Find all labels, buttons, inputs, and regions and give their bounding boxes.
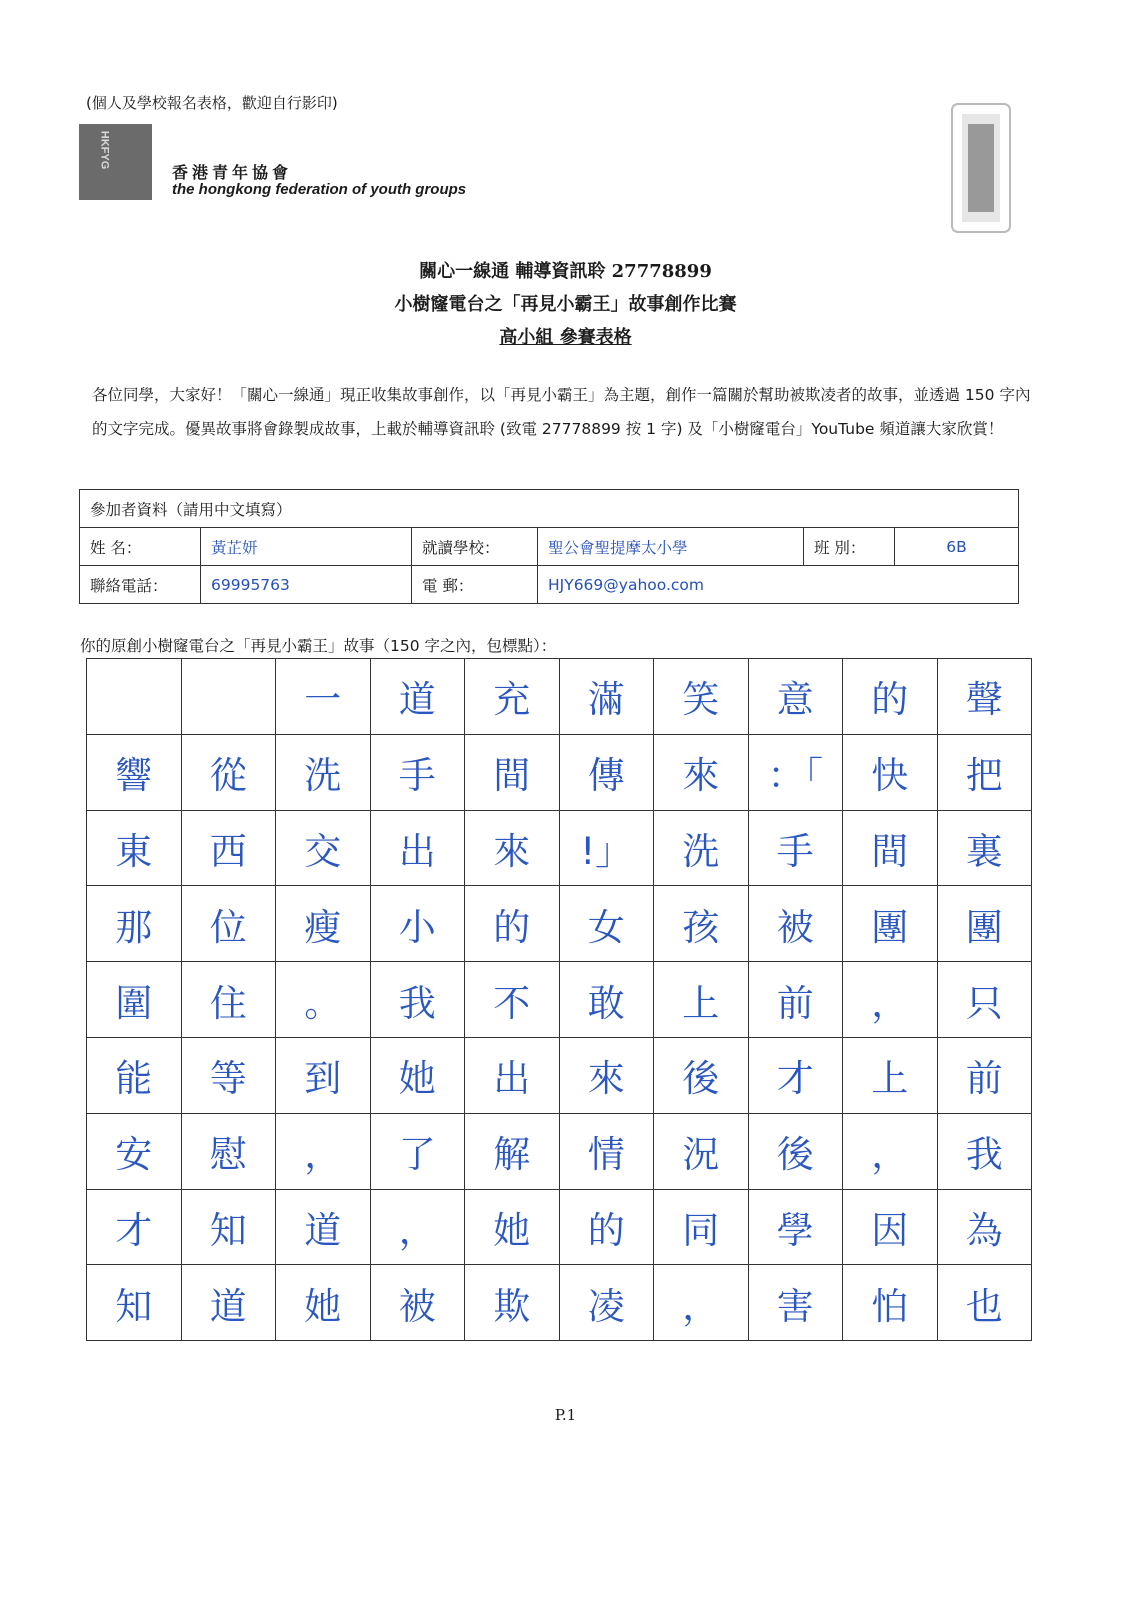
story-cell[interactable]: 她 <box>370 1037 465 1113</box>
story-cell[interactable]: 我 <box>937 1113 1032 1189</box>
story-cell[interactable]: 來 <box>654 734 749 810</box>
title-form: 高小組 參賽表格 <box>499 327 632 348</box>
class-label: 班 別： <box>804 528 895 566</box>
story-row <box>87 659 1032 735</box>
story-cell[interactable]: 小 <box>370 886 465 962</box>
story-cell[interactable]: 手 <box>748 810 843 886</box>
story-cell[interactable]: 怕 <box>843 1265 938 1341</box>
school-label: 就讀學校： <box>412 528 538 566</box>
org-name-zh: 香港青年協會 <box>172 163 293 182</box>
page-number: P.1 <box>554 1406 577 1424</box>
story-cell[interactable]: 前 <box>748 962 843 1038</box>
title-competition: 小樹窿電台之「再見小霸王」故事創作比賽 <box>394 294 737 315</box>
story-cell[interactable]: 敢 <box>559 962 654 1038</box>
story-cell[interactable]: ， <box>843 962 938 1038</box>
story-cell[interactable]: ， <box>276 1113 371 1189</box>
story-cell[interactable]: 響 <box>87 734 182 810</box>
story-cell[interactable]: 的 <box>465 886 560 962</box>
story-cell[interactable]: 道 <box>276 1189 371 1265</box>
story-cell[interactable]: 後 <box>654 1037 749 1113</box>
story-row <box>87 810 1032 886</box>
story-row <box>87 734 1032 810</box>
story-cell[interactable]: ， <box>843 1113 938 1189</box>
story-cell[interactable]: 被 <box>748 886 843 962</box>
story-cell[interactable]: 慰 <box>181 1113 276 1189</box>
story-cell[interactable]: 間 <box>843 810 938 886</box>
story-cell[interactable]: 因 <box>843 1189 938 1265</box>
story-cell[interactable]: 她 <box>465 1189 560 1265</box>
story-cell[interactable]: 知 <box>87 1265 182 1341</box>
story-cell[interactable]: 不 <box>465 962 560 1038</box>
story-cell[interactable]: 交 <box>276 810 371 886</box>
story-cell[interactable]: 洗 <box>654 810 749 886</box>
story-cell[interactable]: 等 <box>181 1037 276 1113</box>
story-cell[interactable]: 到 <box>276 1037 371 1113</box>
story-cell[interactable]: 間 <box>465 734 560 810</box>
story-cell[interactable]: 位 <box>181 886 276 962</box>
story-cell[interactable]: 那 <box>87 886 182 962</box>
story-cell[interactable]: 快 <box>843 734 938 810</box>
story-cell[interactable]: 團 <box>937 886 1032 962</box>
story-cell[interactable]: 把 <box>937 734 1032 810</box>
name-field[interactable]: 黃芷妍 <box>201 528 412 566</box>
story-cell[interactable]: 為 <box>937 1189 1032 1265</box>
story-cell[interactable]: 欺 <box>465 1265 560 1341</box>
story-cell[interactable]: 孩 <box>654 886 749 962</box>
story-cell[interactable]: 前 <box>937 1037 1032 1113</box>
story-cell[interactable]: ， <box>654 1265 749 1341</box>
story-cell[interactable]: 才 <box>748 1037 843 1113</box>
story-cell[interactable]: 團 <box>843 886 938 962</box>
story-cell[interactable]: 上 <box>654 962 749 1038</box>
story-cell[interactable]: 的 <box>559 1189 654 1265</box>
story-cell[interactable]: 從 <box>181 734 276 810</box>
story-cell[interactable]: 一 <box>276 659 371 735</box>
story-cell[interactable] <box>87 659 182 735</box>
info-header: 參加者資料（請用中文填寫） <box>80 490 1019 528</box>
story-row <box>87 1265 1032 1341</box>
story-cell[interactable]: 出 <box>370 810 465 886</box>
phone-label: 聯絡電話： <box>80 566 201 604</box>
story-cell[interactable]: 東 <box>87 810 182 886</box>
story-cell[interactable]: 意 <box>748 659 843 735</box>
org-name-en: the hongkong federation of youth groups <box>172 181 467 198</box>
story-cell[interactable]: 西 <box>181 810 276 886</box>
school-field[interactable]: 聖公會聖提摩太小學 <box>538 528 804 566</box>
story-cell[interactable]: 手 <box>370 734 465 810</box>
story-cell[interactable]: 出 <box>465 1037 560 1113</box>
story-cell[interactable]: 安 <box>87 1113 182 1189</box>
story-cell[interactable]: 道 <box>181 1265 276 1341</box>
story-row <box>87 962 1032 1038</box>
story-cell[interactable]: 。 <box>276 962 371 1038</box>
story-cell[interactable]: 來 <box>465 810 560 886</box>
story-cell[interactable]: 才 <box>87 1189 182 1265</box>
story-cell[interactable]: 女 <box>559 886 654 962</box>
story-cell[interactable]: ：「 <box>748 734 843 810</box>
story-cell[interactable]: 也 <box>937 1265 1032 1341</box>
story-cell[interactable]: 我 <box>370 962 465 1038</box>
story-cell[interactable] <box>181 659 276 735</box>
story-cell[interactable]: 笑 <box>654 659 749 735</box>
story-cell[interactable]: 住 <box>181 962 276 1038</box>
story-cell[interactable]: 洗 <box>276 734 371 810</box>
story-cell[interactable]: 同 <box>654 1189 749 1265</box>
story-cell[interactable]: 來 <box>559 1037 654 1113</box>
story-row <box>87 1037 1032 1113</box>
story-cell[interactable]: 她 <box>276 1265 371 1341</box>
story-cell[interactable]: 瘦 <box>276 886 371 962</box>
hotline-stamp <box>940 100 1020 240</box>
name-label: 姓 名： <box>80 528 201 566</box>
story-cell[interactable]: 聲 <box>937 659 1032 735</box>
participant-info-table <box>79 489 1019 604</box>
story-cell[interactable]: 滿 <box>559 659 654 735</box>
story-cell[interactable]: 解 <box>465 1113 560 1189</box>
email-field[interactable]: HJY669@yahoo.com <box>538 566 1019 604</box>
title-hotline: 關心一線通 輔導資訊聆 27778899 <box>419 261 712 282</box>
intro-paragraph: 各位同學，大家好！「關心一線通」現正收集故事創作，以「再見小霸王」為主題，創作一篇關於幫助被欺凌者的故事，並透過 150 字內的文字完成。優異故事將會錄製成故事，上載於輔導資訊聆 (致電 27778899 按 1 字) 及「小樹窿電台」YouTube 頻道讓大家欣賞！ <box>92 386 1031 438</box>
story-cell[interactable]: 情 <box>559 1113 654 1189</box>
story-grid <box>86 658 1032 1341</box>
story-row <box>87 1189 1032 1265</box>
class-field[interactable]: 6B <box>895 528 1019 566</box>
story-cell[interactable]: 後 <box>748 1113 843 1189</box>
story-cell[interactable]: 充 <box>465 659 560 735</box>
story-cell[interactable]: 傳 <box>559 734 654 810</box>
story-cell[interactable]: 學 <box>748 1189 843 1265</box>
story-cell[interactable]: 害 <box>748 1265 843 1341</box>
story-cell[interactable]: ， <box>370 1189 465 1265</box>
email-label: 電 郵： <box>412 566 538 604</box>
story-cell[interactable]: 圍 <box>87 962 182 1038</box>
story-cell[interactable]: 裏 <box>937 810 1032 886</box>
story-cell[interactable]: 被 <box>370 1265 465 1341</box>
story-cell[interactable]: 了 <box>370 1113 465 1189</box>
story-row <box>87 1113 1032 1189</box>
story-cell[interactable]: 上 <box>843 1037 938 1113</box>
phone-field[interactable]: 69995763 <box>201 566 412 604</box>
story-cell[interactable]: 知 <box>181 1189 276 1265</box>
story-cell[interactable]: 凌 <box>559 1265 654 1341</box>
form-note: (個人及學校報名表格，歡迎自行影印) <box>86 94 338 112</box>
story-cell[interactable]: 況 <box>654 1113 749 1189</box>
story-cell[interactable]: 的 <box>843 659 938 735</box>
story-cell[interactable]: 只 <box>937 962 1032 1038</box>
story-label: 你的原創小樹窿電台之「再見小霸王」故事（150 字之內，包標點）： <box>80 637 557 655</box>
story-row <box>87 886 1032 962</box>
hkfyg-logo: HKFYG <box>79 124 152 200</box>
story-cell[interactable]: 能 <box>87 1037 182 1113</box>
story-cell[interactable]: 道 <box>370 659 465 735</box>
story-cell[interactable]: !」 <box>559 810 654 886</box>
